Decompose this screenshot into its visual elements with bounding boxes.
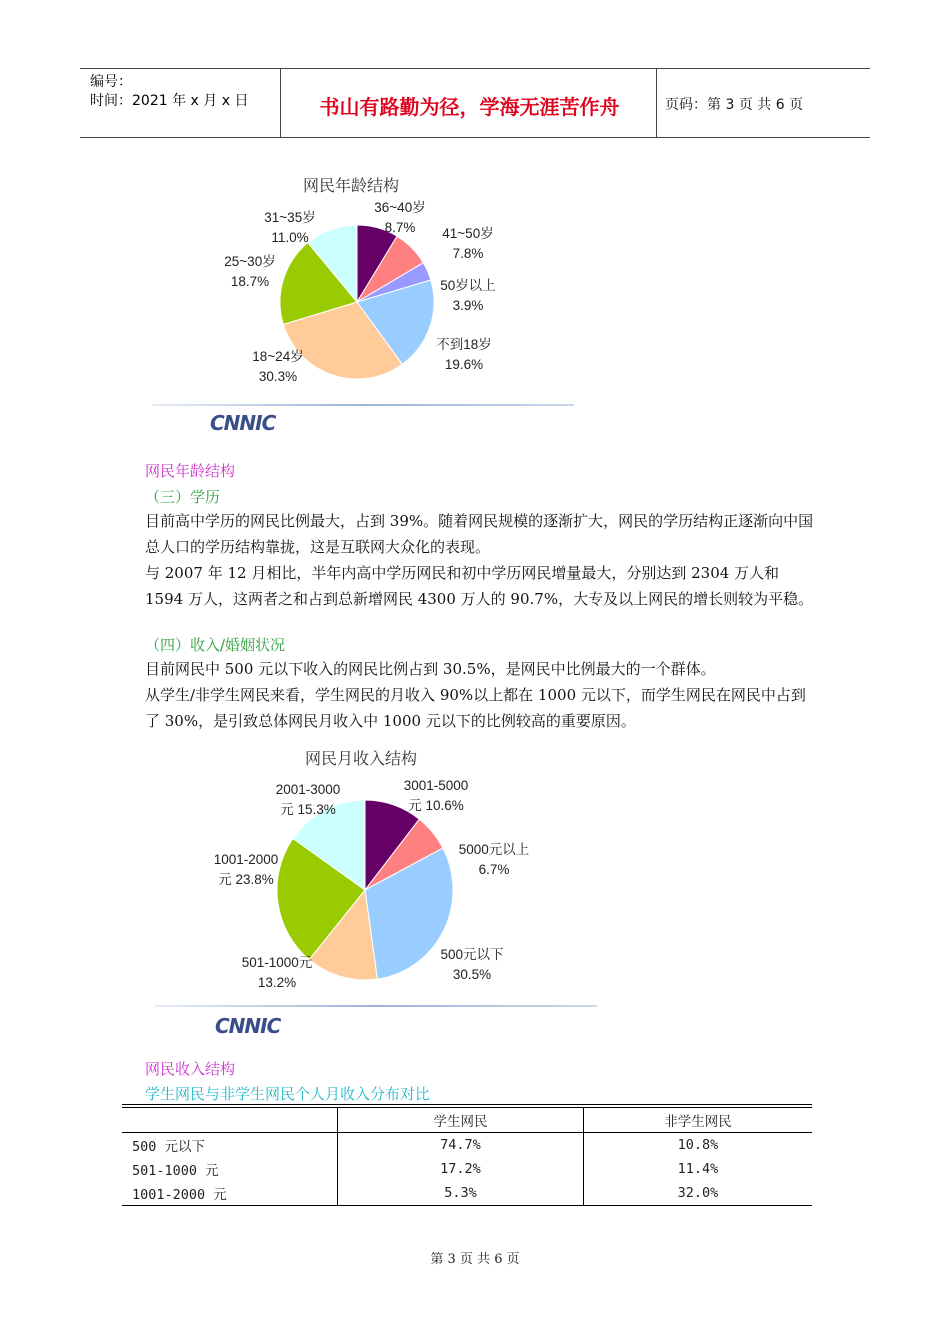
table-cell: 1001-2000 元 bbox=[122, 1181, 338, 1206]
caption-age: 网民年龄结构 bbox=[145, 462, 236, 480]
page-footer: 第 3 页 共 6 页 bbox=[430, 1252, 520, 1267]
doc-number-label: 编号： bbox=[90, 74, 132, 90]
paragraph: 与 2007 年 12 月相比，半年内高中学历网民和初中学历网民增量最大，分别达到 2304 万人和 1594 万人，这两者之和占到总新增网民 4300 万人的 90.7%，大专及以上网民的增长则较为平稳。 bbox=[145, 564, 814, 608]
table-row bbox=[122, 1157, 812, 1181]
table-caption: 学生网民与非学生网民个人月收入分布对比 bbox=[145, 1085, 431, 1103]
table-cell: 5.3% bbox=[338, 1181, 584, 1206]
age-label-36-40: 36~40岁 8.7% bbox=[374, 200, 426, 235]
table-cell: 501-1000 元 bbox=[122, 1157, 338, 1181]
chart-rule bbox=[155, 1005, 597, 1007]
paragraph: 目前高中学历的网民比例最大，占到 39%。随着网民规模的逐渐扩大，网民的学历结构正逐渐向中国总人口的学历结构靠拢，这是互联网大众化的表现。 bbox=[145, 512, 814, 556]
header-divider bbox=[280, 69, 281, 137]
age-chart-title: 网民年龄结构 bbox=[303, 176, 400, 195]
age-label-under-18: 不到18岁 19.6% bbox=[436, 337, 492, 372]
table-cell: 32.0% bbox=[677, 1185, 719, 1201]
paragraph: 目前网民中 500 元以下收入的网民比例占到 30.5%，是网民中比例最大的一个群体。 bbox=[145, 660, 716, 678]
income-label-3001-5000: 3001-5000 元 10.6% bbox=[403, 778, 469, 813]
cnnic-logo: CNNIC bbox=[215, 1014, 281, 1038]
table-cell: 74.7% bbox=[338, 1133, 584, 1158]
caption-income: 网民收入结构 bbox=[145, 1060, 236, 1078]
cnnic-logo: CNNIC bbox=[210, 411, 276, 435]
table-header-row bbox=[122, 1108, 812, 1133]
table-cell: 17.2% bbox=[338, 1157, 584, 1181]
table-header-cell bbox=[122, 1108, 338, 1133]
table-row bbox=[122, 1133, 812, 1158]
table-top-rule bbox=[122, 1104, 812, 1105]
income-chart-title: 网民月收入结构 bbox=[305, 749, 418, 768]
age-label-41-50: 41~50岁 7.8% bbox=[442, 226, 494, 261]
age-label-18-24: 18~24岁 30.3% bbox=[252, 349, 304, 384]
age-label-31-35: 31~35岁 11.0% bbox=[264, 210, 316, 245]
income-label-5000-plus: 5000元以上 6.7% bbox=[458, 842, 530, 877]
age-label-50-plus: 50岁以上 3.9% bbox=[440, 278, 496, 313]
header-divider bbox=[656, 69, 657, 137]
header-motto: 书山有路勤为径，学海无涯苦作舟 bbox=[319, 95, 620, 119]
table-cell: 11.4% bbox=[677, 1161, 719, 1177]
chart-rule bbox=[152, 404, 574, 406]
income-label-2001-3000: 2001-3000 元 15.3% bbox=[275, 782, 341, 817]
income-label-501-1000: 501-1000元 13.2% bbox=[241, 955, 313, 990]
table-header-cell: 非学生网民 bbox=[664, 1114, 732, 1130]
income-label-under-500: 500元以下 30.5% bbox=[440, 947, 504, 982]
header-meta bbox=[90, 73, 248, 111]
age-label-25-30: 25~30岁 18.7% bbox=[224, 254, 276, 289]
section-heading-income: （四）收入/婚姻状况 bbox=[145, 636, 286, 654]
section-heading-education: （三）学历 bbox=[145, 488, 221, 506]
income-comparison-table bbox=[122, 1107, 812, 1206]
education-paragraphs bbox=[145, 508, 817, 612]
table-row bbox=[122, 1181, 812, 1206]
header-page-info: 页码：第 3 页 共 6 页 bbox=[665, 97, 804, 113]
income-paragraphs bbox=[145, 656, 817, 734]
income-label-1001-2000: 1001-2000 元 23.8% bbox=[213, 852, 279, 887]
table-cell: 500 元以下 bbox=[122, 1133, 338, 1158]
page-header bbox=[80, 68, 870, 138]
table-cell: 10.8% bbox=[677, 1137, 719, 1153]
table-header-cell: 学生网民 bbox=[338, 1108, 584, 1133]
paragraph: 从学生/非学生网民来看，学生网民的月收入 90%以上都在 1000 元以下，而学生网民在网民中占到了 30%，是引致总体网民月收入中 1000 元以下的比例较高的重要原因。 bbox=[145, 686, 806, 730]
doc-time-label: 时间：2021 年 x 月 x 日 bbox=[90, 93, 249, 109]
